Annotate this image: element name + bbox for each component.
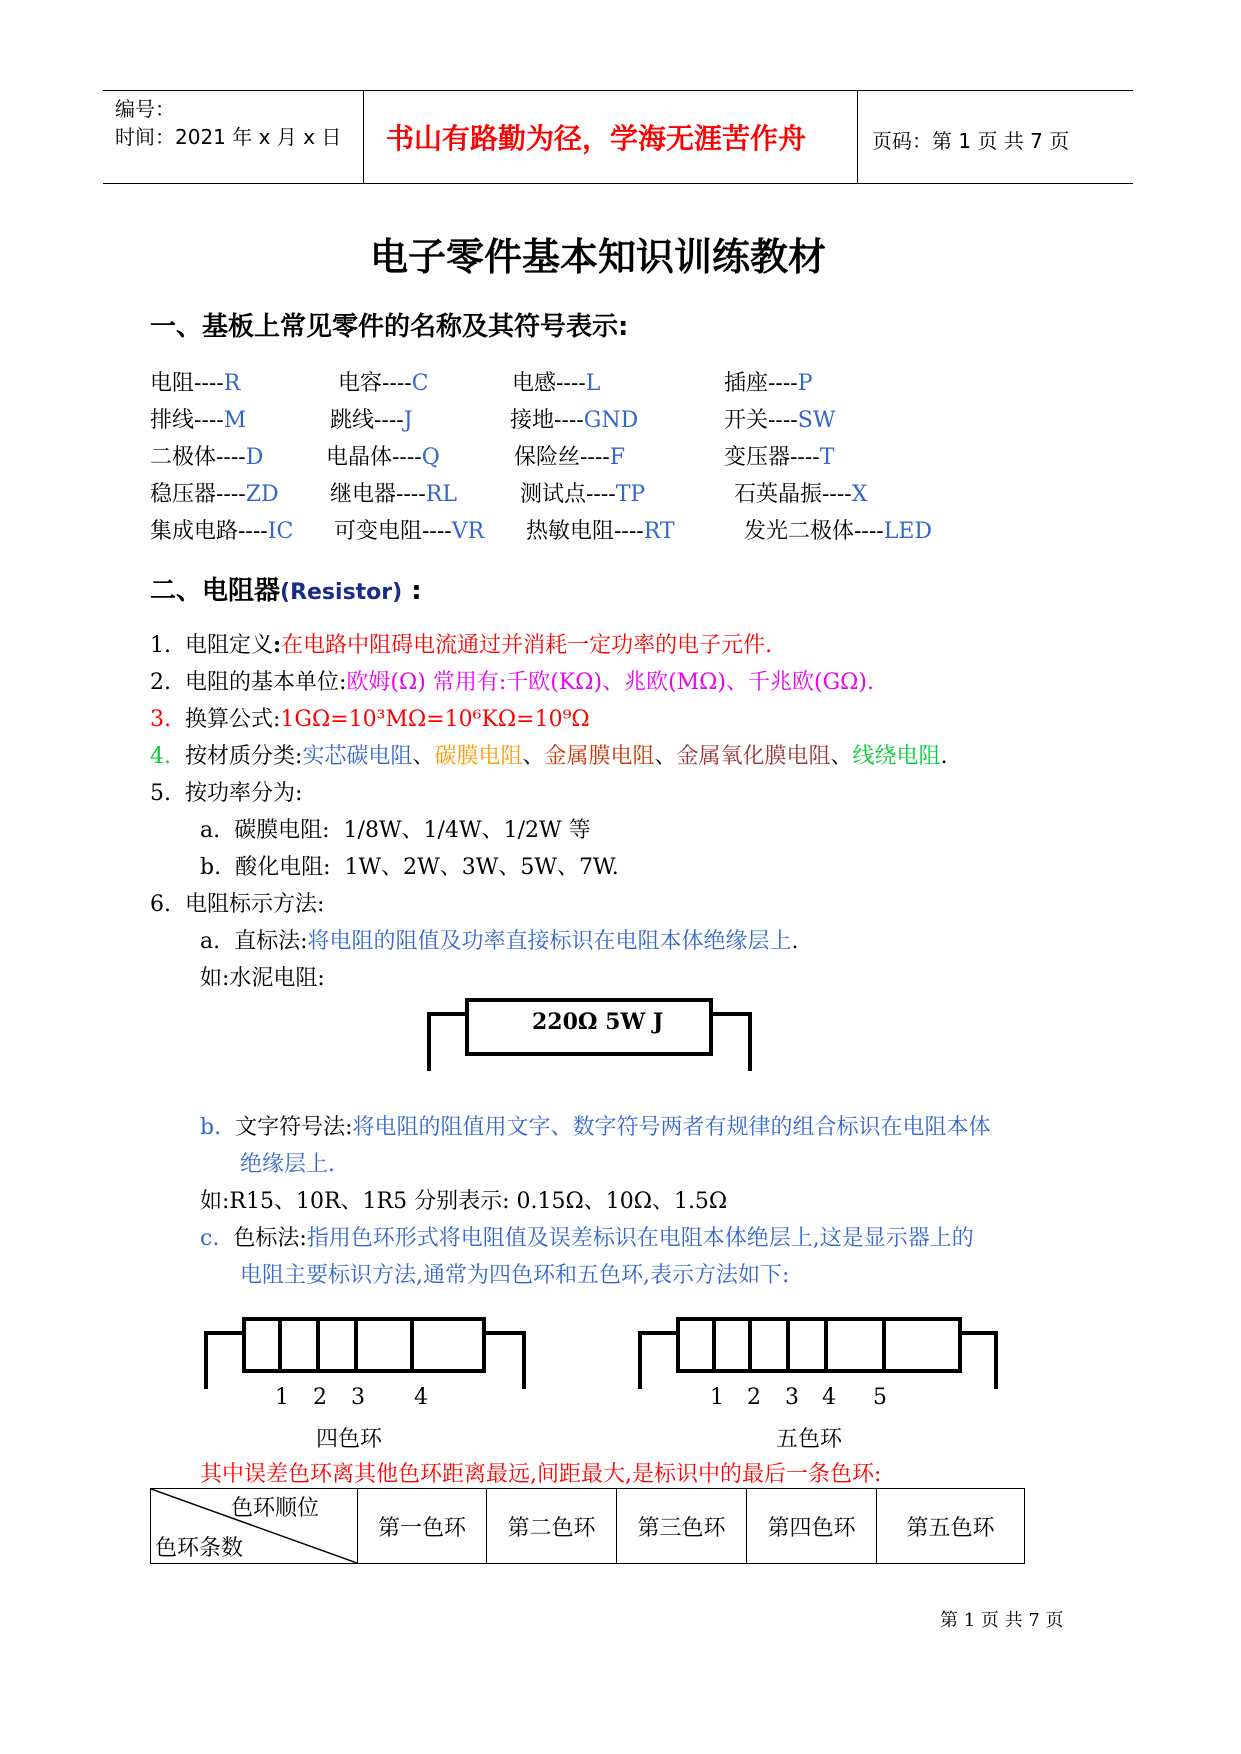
symbol-fuse: 保险丝----F xyxy=(514,445,626,470)
header-motto-cell xyxy=(364,91,858,183)
five-band-lead-right xyxy=(960,1333,996,1389)
header-band-2: 第二色环 xyxy=(487,1489,617,1564)
power-carbon-film: a. 碳膜电阻: 1/8W、1/4W、1/2W 等 xyxy=(200,818,591,843)
header-band-4: 第四色环 xyxy=(747,1489,877,1564)
four-band-num-3: 3 xyxy=(351,1385,365,1410)
four-band-lead-left xyxy=(206,1333,244,1389)
table-corner-cell xyxy=(151,1489,358,1564)
symbol-thermistor: 热敏电阻----RT xyxy=(526,519,675,544)
symbol-jumper: 跳线----J xyxy=(330,408,413,433)
five-band-num-3: 3 xyxy=(785,1385,799,1410)
five-band-num-4: 4 xyxy=(822,1385,836,1410)
symbol-led: 发光二极体----LED xyxy=(744,519,933,544)
symbol-test-point: 测试点----TP xyxy=(520,482,646,507)
symbol-ground: 接地----GND xyxy=(510,408,639,433)
cement-resistor-label: 220Ω 5W J xyxy=(532,1009,664,1035)
four-band-resistor-diagram xyxy=(202,1313,532,1391)
item-conversion-formula: 3. 换算公式:1GΩ=10³MΩ=10⁶KΩ=10⁹Ω xyxy=(150,707,590,732)
table-row xyxy=(151,1489,1025,1564)
header-meta-cell xyxy=(103,91,364,183)
resistor-lead-left xyxy=(429,1014,467,1071)
symbol-resistor: 电阻----R xyxy=(150,371,241,396)
item-definition: 1. 电阻定义:在电路中阻碍电流通过并消耗一定功率的电子元件. xyxy=(150,632,773,658)
symbol-ic: 集成电路----IC xyxy=(150,519,294,544)
header-page-cell xyxy=(858,91,1133,183)
symbol-zener: 稳压器----ZD xyxy=(150,482,279,507)
five-band-num-2: 2 xyxy=(747,1385,761,1410)
method-color-code-cont: 电阻主要标识方法,通常为四色环和五色环,表示方法如下: xyxy=(240,1263,790,1288)
section1-heading: 一、基板上常见零件的名称及其符号表示: xyxy=(150,312,629,342)
symbol-relay: 继电器----RL xyxy=(330,482,457,507)
tolerance-band-note: 其中误差色环离其他色环距离最远,间距最大,是标识中的最后一条色环: xyxy=(200,1462,882,1487)
resistor-lead-right xyxy=(711,1014,750,1071)
page-footer: 第 1 页 共 7 页 xyxy=(940,1610,1064,1631)
four-band-num-2: 2 xyxy=(313,1385,327,1410)
header-band-1: 第一色环 xyxy=(358,1489,487,1564)
symbol-variable-resistor: 可变电阻----VR xyxy=(334,519,485,544)
direct-marking-example: 如:水泥电阻: xyxy=(200,966,325,991)
text-symbol-example: 如:R15、10R、1R5 分别表示: 0.15Ω、10Ω、1.5Ω xyxy=(200,1189,728,1214)
header-band-5: 第五色环 xyxy=(877,1489,1025,1564)
symbol-transistor: 电晶体----Q xyxy=(326,445,440,470)
corner-bottom-label: 色环条数 xyxy=(155,1536,244,1561)
color-band-table xyxy=(150,1488,1025,1564)
five-band-lead-left xyxy=(640,1333,678,1389)
symbol-ribbon-cable: 排线----M xyxy=(150,408,247,433)
document-time-label: 时间：2021 年 x 月 x 日 xyxy=(115,125,342,149)
item-basic-unit: 2. 电阻的基本单位:欧姆(Ω) 常用有:千欧(KΩ)、兆欧(MΩ)、千兆欧(GΩ). xyxy=(150,670,874,695)
five-band-label: 五色环 xyxy=(776,1427,843,1452)
item-material-classification: 4. 按材质分类:实芯碳电阻、碳膜电阻、金属膜电阻、金属氧化膜电阻、线绕电阻. xyxy=(150,744,948,769)
method-text-symbol-cont: 绝缘层上. xyxy=(240,1152,335,1177)
five-band-num-5: 5 xyxy=(873,1385,887,1410)
corner-top-label: 色环顺位 xyxy=(231,1496,320,1521)
symbol-switch: 开关----SW xyxy=(724,408,836,433)
page-title: 电子零件基本知识训练教材 xyxy=(370,235,827,279)
section2-heading: 二、电阻器(Resistor) : xyxy=(150,576,422,606)
four-band-num-1: 1 xyxy=(275,1385,289,1410)
document-number-label: 编号： xyxy=(115,97,175,121)
symbol-diode: 二极体----D xyxy=(150,445,264,470)
power-oxide: b. 酸化电阻: 1W、2W、3W、5W、7W. xyxy=(200,855,619,880)
five-band-resistor-diagram xyxy=(636,1313,1000,1391)
five-band-num-1: 1 xyxy=(710,1385,724,1410)
four-band-lead-right xyxy=(484,1333,524,1389)
four-band-num-4: 4 xyxy=(414,1385,428,1410)
five-band-body xyxy=(678,1319,960,1371)
symbol-capacitor: 电容----C xyxy=(338,371,429,396)
method-text-symbol: b. 文字符号法:将电阻的阻值用文字、数字符号两者有规律的组合标识在电阻本体 xyxy=(200,1115,991,1140)
page-header xyxy=(103,90,1133,184)
header-band-3: 第三色环 xyxy=(617,1489,747,1564)
symbol-crystal: 石英晶振----X xyxy=(734,482,868,507)
symbol-inductor: 电感----L xyxy=(512,371,601,396)
method-color-code: c. 色标法:指用色环形式将电阻值及误差标识在电阻本体绝层上,这是显示器上的 xyxy=(200,1226,974,1251)
item-power-classification: 5. 按功率分为: xyxy=(150,781,303,806)
header-motto: 书山有路勤为径，学海无涯苦作舟 xyxy=(386,122,807,155)
symbol-transformer: 变压器----T xyxy=(724,445,835,470)
method-direct-marking: a. 直标法:将电阻的阻值及功率直接标识在电阻本体绝缘层上. xyxy=(200,929,799,954)
four-band-label: 四色环 xyxy=(316,1427,383,1452)
item-marking-methods: 6. 电阻标示方法: xyxy=(150,892,325,917)
symbol-socket: 插座----P xyxy=(724,371,813,396)
header-page-label: 页码：第 1 页 共 7 页 xyxy=(872,129,1070,153)
